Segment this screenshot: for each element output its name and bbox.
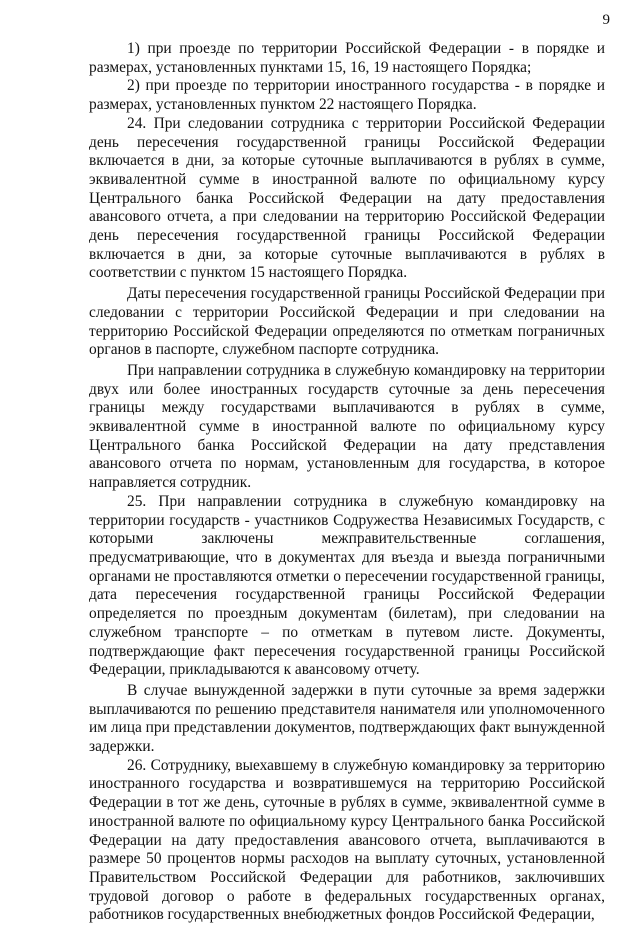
- paragraph-2: 2) при проезде по территории иностранного государства - в порядке и размерах, установленных пунктом 22 настоящего Порядка.: [89, 77, 605, 114]
- paragraph-7: В случае вынужденной задержки в пути суточные за время задержки выплачиваются по решению представителя нанимателя или уполномоченного им лица при представлении документов, подтверждающих факт вынужденной задержки.: [89, 681, 605, 756]
- paragraph-1: 1) при проезде по территории Российской Федерации - в порядке и размерах, установленных пунктами 15, 16, 19 настоящего Порядка;: [89, 40, 605, 76]
- paragraph-6: 25. При направлении сотрудника в служебную командировку на территории государств - участников Содружества Независимых Государств, с которыми заключены межправительственные соглашения, предусматривающие, что в документах для въезда и выезда пограничными органами не проставляются отметки о пересечении государственной границы, дата пересечения государственной границы Российской Федерации определяется по проездным документам (билетам), при следовании на служебном транспорте – по отметкам в путевом листе. Документы, подтверждающие факт пересечения государственной границы Российской Федерации, прикладываются к авансовому отчету.: [89, 492, 605, 679]
- paragraph-4: Даты пересечения государственной границы Российской Федерации при следовании с территории Российской Федерации и при следовании на территорию Российской Федерации определяются по отметкам пограничных органов в паспорте, служебном паспорте сотрудника.: [89, 285, 605, 359]
- paragraph-3: 24. При следовании сотрудника с территории Российской Федерации день пересечения государственной границы Российской Федерации включается в дни, за которые суточные выплачиваются в рублях в сумме, эквивалентной сумме в иностранной валюте по официальному курсу Центрального банка Российской Федерации на дату предоставления авансового отчета, а при следовании на территорию Российской Федерации день пересечения государственной границы Российской Федерации включается в дни, за которые суточные выплачиваются в рублях в соответствии с пунктом 15 настоящего Порядка.: [89, 114, 605, 282]
- document-body: [89, 40, 605, 925]
- paragraph-5: При направлении сотрудника в служебную командировку на территории двух или более иностранных государств суточные за день пересечения границы между государствами выплачиваются в рублях в сумме, эквивалентной сумме в иностранной валюте по официальному курсу Центрального банка Российской Федерации на дату представления авансового отчета по нормам, установленным для государства, в которое направляется сотрудник.: [89, 361, 605, 492]
- page-number: 9: [602, 12, 610, 28]
- paragraph-8: 26. Сотруднику, выехавшему в служебную командировку за территорию иностранного государства и возвратившемуся на территорию Российской Федерации в тот же день, суточные в рублях в сумме, эквивалентной сумме в иностранной валюте по официальному курсу Центрального банка Российской Федерации на дату предоставления авансового отчета, выплачиваются в размере 50 процентов нормы расходов на выплату суточных, установленной Правительством Российской Федерации для работников, заключивших трудовой договор о работе в федеральных государственных органах, работников государственных внебюджетных фондов Российской Федерации,: [89, 756, 605, 924]
